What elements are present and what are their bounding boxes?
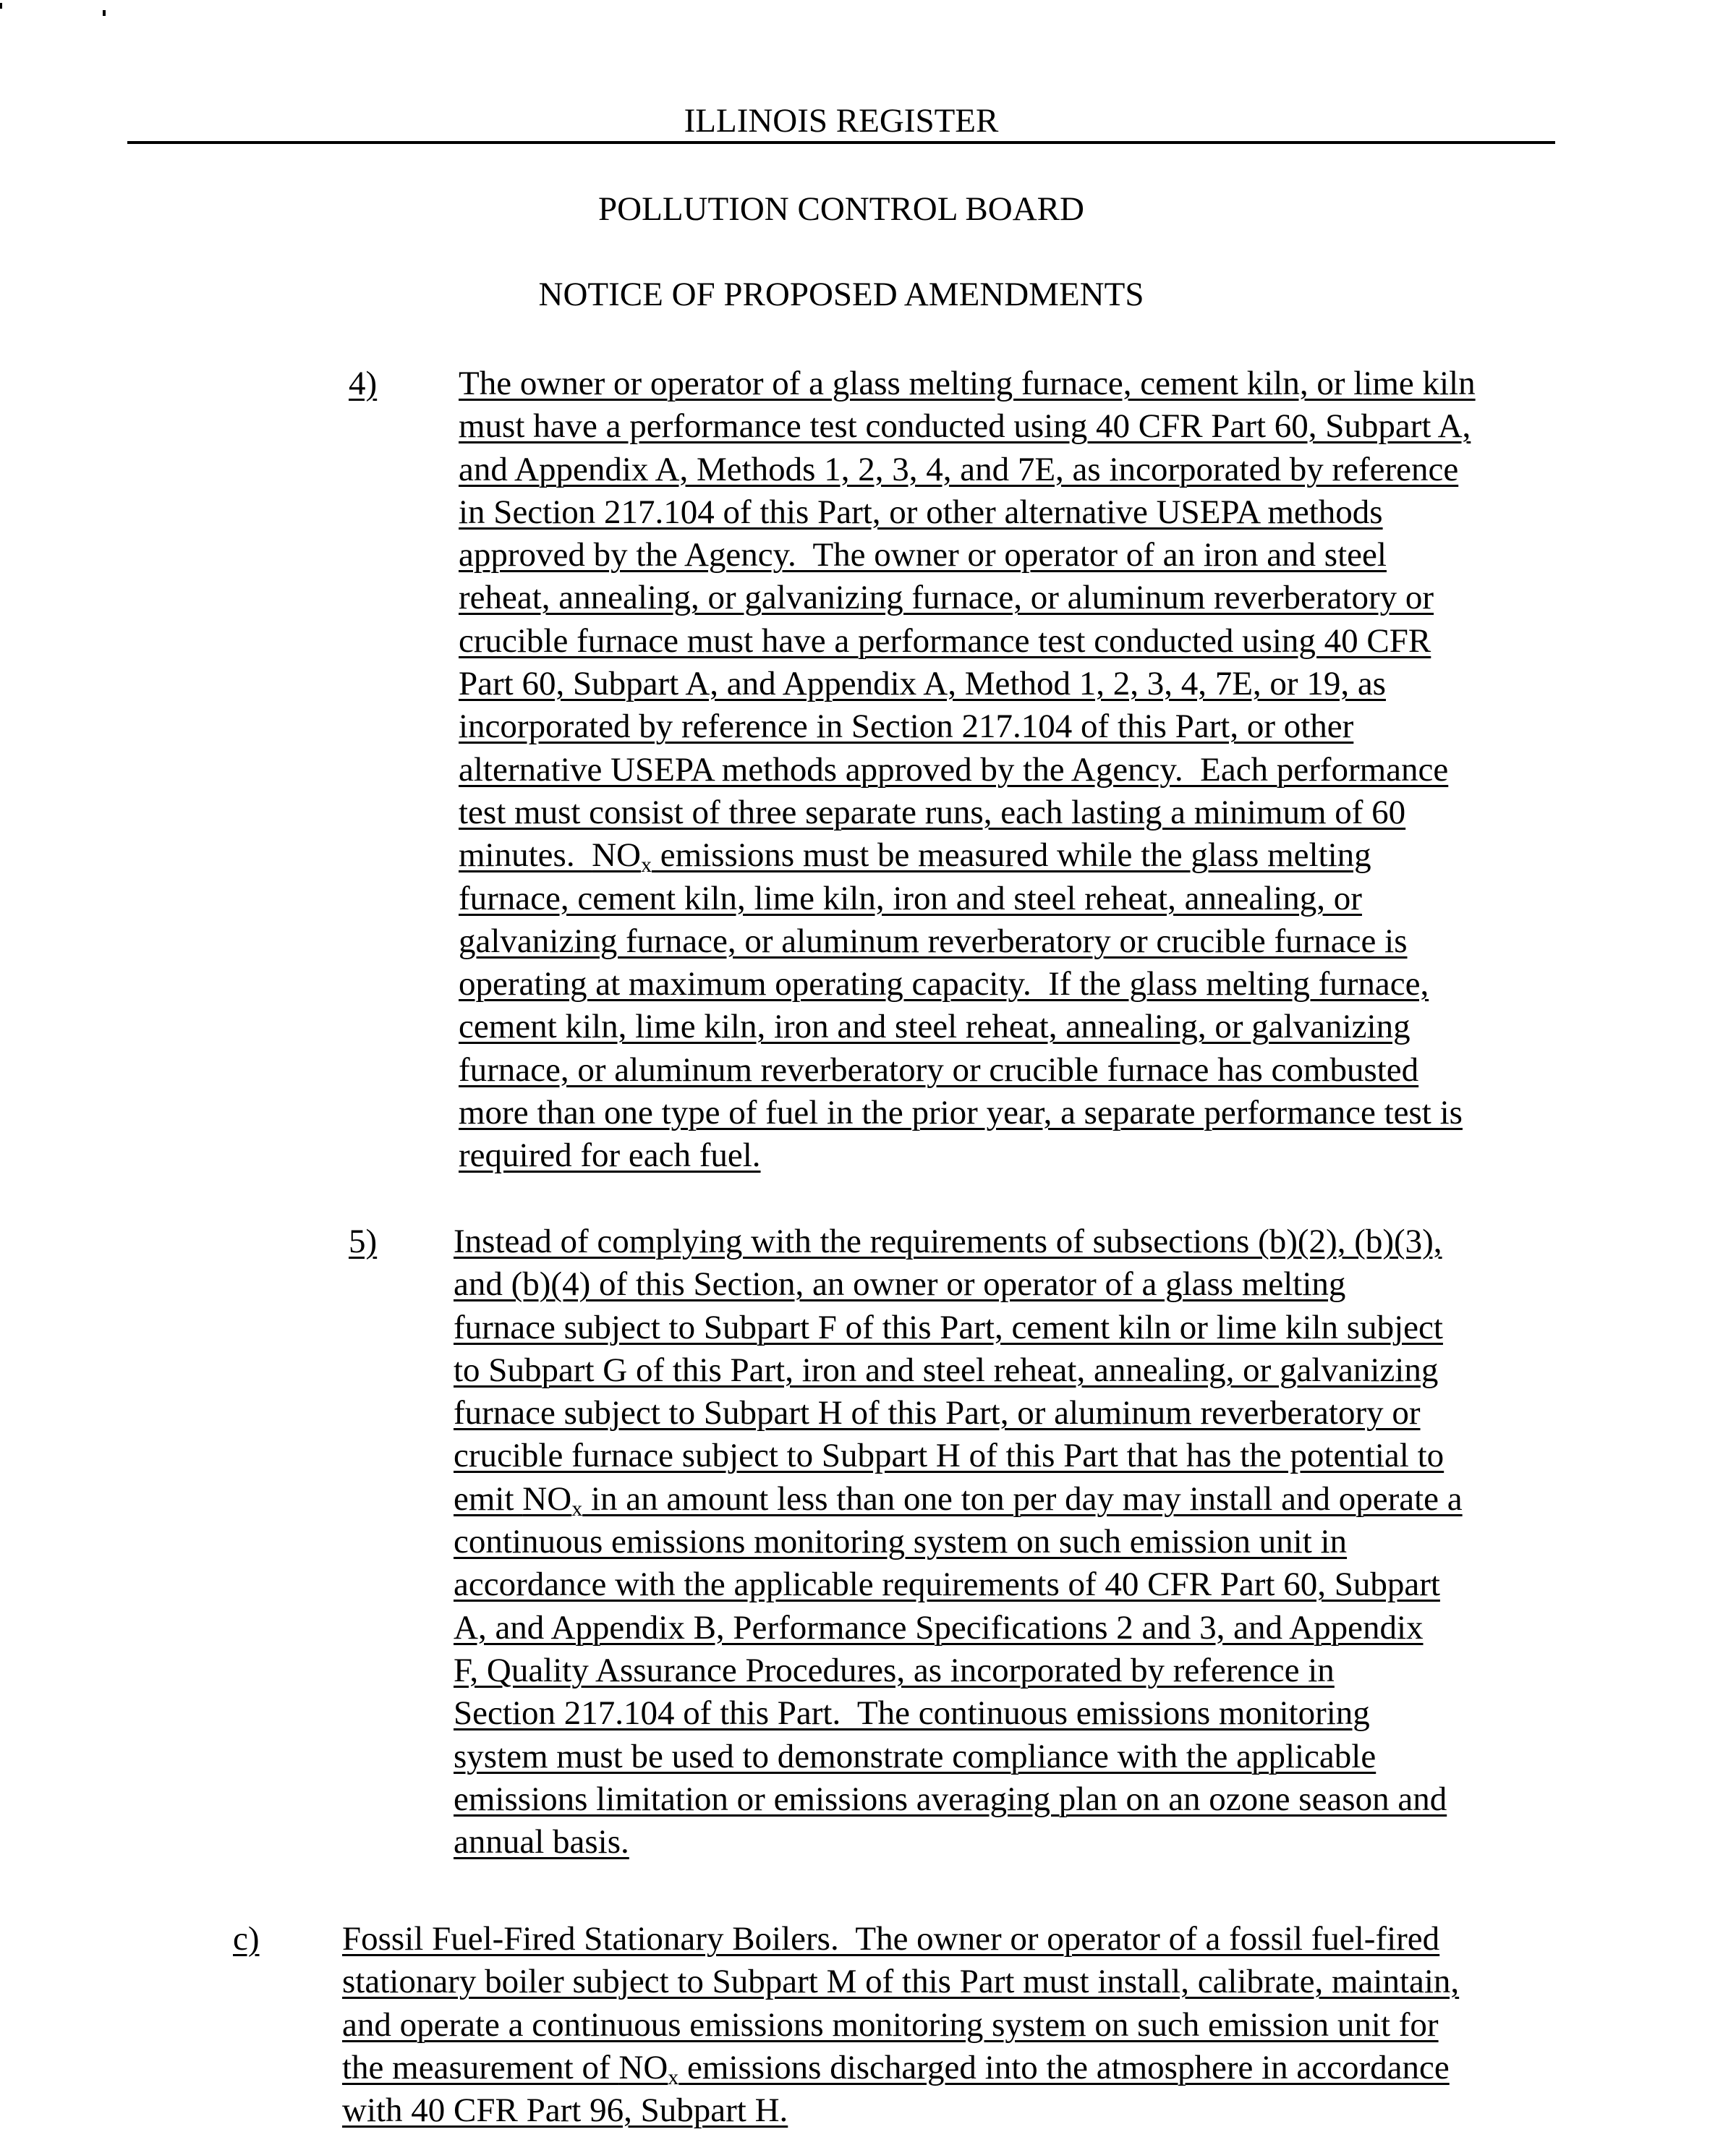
text-line: furnace subject to Subpart H of this Part, or aluminum reverberatory or bbox=[454, 1394, 1421, 1432]
text-line: The owner or operator of a glass melting furnace, cement kiln, or lime kiln bbox=[459, 365, 1476, 402]
paragraph-label-5: 5) bbox=[349, 1223, 378, 1260]
text-line: accordance with the applicable requirements of 40 CFR Part 60, Subpart bbox=[454, 1566, 1440, 1604]
text-line: F, Quality Assurance Procedures, as incorporated by reference in bbox=[454, 1651, 1335, 1689]
text-line: with 40 CFR Part 96, Subpart H. bbox=[342, 2091, 788, 2130]
text-line: and Appendix A, Methods 1, 2, 3, 4, and 7E, as incorporated by reference bbox=[459, 450, 1459, 488]
text-line: in Section 217.104 of this Part, or other alternative USEPA methods bbox=[459, 493, 1383, 531]
text-line: incorporated by reference in Section 217.104 of this Part, or other bbox=[459, 708, 1354, 746]
text-line: Fossil Fuel-Fired Stationary Boilers. The owner or operator of a fossil fuel-fired bbox=[342, 1920, 1440, 1958]
text-line: system must be used to demonstrate compliance with the applicable bbox=[454, 1737, 1377, 1775]
text-line: A, and Appendix B, Performance Specifications 2 and 3, and Appendix bbox=[454, 1608, 1424, 1647]
text-line: Instead of complying with the requirements of subsections (b)(2), (b)(3), bbox=[454, 1223, 1442, 1260]
text-line: test must consist of three separate runs, each lasting a minimum of 60 bbox=[459, 793, 1406, 831]
text-line: alternative USEPA methods approved by the Agency. Each performance bbox=[459, 750, 1449, 789]
text-line: minutes. $NO_x$ emissions must be measured while the glass melting bbox=[459, 836, 1371, 878]
text-line: cement kiln, lime kiln, iron and steel reheat, annealing, or galvanizing bbox=[459, 1008, 1410, 1046]
paragraph-c-text bbox=[342, 1918, 1459, 2132]
paragraph-label-c: c) bbox=[233, 1920, 260, 1958]
text-line: operating at maximum operating capacity. If the glass melting furnace, bbox=[459, 965, 1429, 1003]
text-line: stationary boiler subject to Subpart M of this Part must install, calibrate, maintain, bbox=[342, 1963, 1460, 2001]
paragraph-4-text bbox=[459, 362, 1476, 1178]
text-line: crucible furnace subject to Subpart H of this Part that has the potential to bbox=[454, 1437, 1444, 1475]
text-line: furnace, cement kiln, lime kiln, iron and steel reheat, annealing, or bbox=[459, 879, 1362, 917]
text-line: crucible furnace must have a performance test conducted using 40 CFR bbox=[459, 621, 1431, 660]
scan-speck bbox=[103, 10, 106, 16]
text-line: emissions limitation or emissions averaging plan on an ozone season and bbox=[454, 1780, 1447, 1818]
text-line: and operate a continuous emissions monitoring system on such emission unit for bbox=[342, 2005, 1439, 2044]
text-line: emit $NO_x$ in an amount less than one ton per day may install and operate a bbox=[454, 1479, 1463, 1521]
text-line: furnace, or aluminum reverberatory or crucible furnace has combusted bbox=[459, 1050, 1419, 1089]
paragraph-label-4: 4) bbox=[349, 365, 378, 402]
text-line: and (b)(4) of this Section, an owner or operator of a glass melting bbox=[454, 1265, 1346, 1304]
notice-title: NOTICE OF PROPOSED AMENDMENTS bbox=[538, 276, 1144, 313]
text-line: Section 217.104 of this Part. The continuous emissions monitoring bbox=[454, 1694, 1370, 1733]
text-line: Part 60, Subpart A, and Appendix A, Method 1, 2, 3, 4, 7E, or 19, as bbox=[459, 665, 1386, 703]
text-line: reheat, annealing, or galvanizing furnace, or aluminum reverberatory or bbox=[459, 579, 1434, 617]
text-line: continuous emissions monitoring system on such emission unit in bbox=[454, 1523, 1348, 1561]
board-title: POLLUTION CONTROL BOARD bbox=[598, 190, 1084, 228]
text-line: furnace subject to Subpart F of this Part, cement kiln or lime kiln subject bbox=[454, 1308, 1443, 1346]
text-line: must have a performance test conducted using 40 CFR Part 60, Subpart A, bbox=[459, 407, 1471, 446]
register-title: ILLINOIS REGISTER bbox=[684, 102, 999, 140]
text-line: approved by the Agency. The owner or operator of an iron and steel bbox=[459, 536, 1387, 574]
scan-speck bbox=[0, 3, 2, 9]
header-rule bbox=[127, 141, 1555, 144]
text-line: more than one type of fuel in the prior year, a separate performance test is bbox=[459, 1094, 1463, 1132]
text-line: the measurement of $NO_x$ emissions discharged into the atmosphere in accordance bbox=[342, 2048, 1450, 2089]
text-line: required for each fuel. bbox=[459, 1137, 761, 1175]
text-line: annual basis. bbox=[454, 1823, 629, 1861]
text-line: galvanizing furnace, or aluminum reverberatory or crucible furnace is bbox=[459, 922, 1408, 960]
paragraph-5-text bbox=[454, 1220, 1463, 1864]
text-line: to Subpart G of this Part, iron and steel reheat, annealing, or galvanizing bbox=[454, 1351, 1439, 1389]
